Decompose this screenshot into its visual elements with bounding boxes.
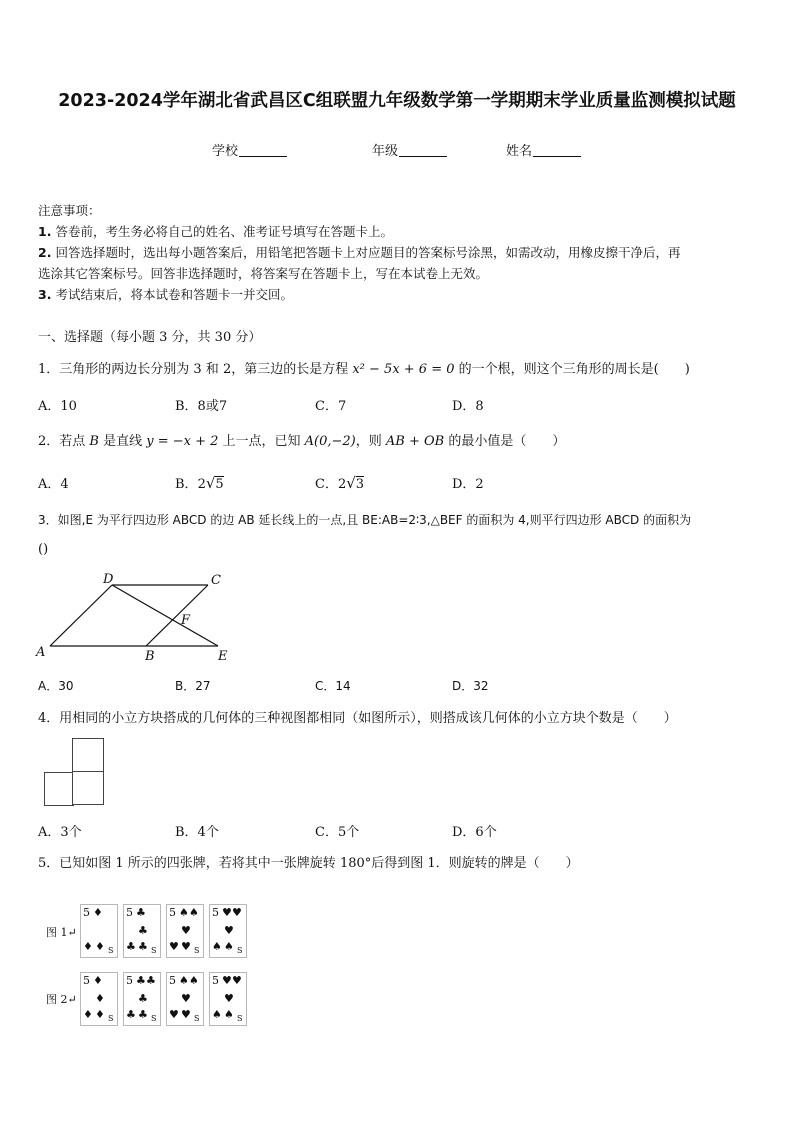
note-3: 考试结束后，将本试卷和答题卡一并交回。 [55,287,293,302]
grade-label: 年级 [372,144,399,159]
q4-option-b: B．4个 [175,825,219,840]
q2-option-c: C．2√3 [315,474,365,492]
q2-line-equation: y = −x + 2 [146,434,219,449]
fig2-card-diamond: 5 ♦ ♦ ♦ ♦ S [80,972,118,1026]
q2-option-a: A．4 [38,477,69,492]
vertex-label-d: D [103,572,114,587]
q1-option-a: A．10 [38,399,77,414]
q1-equation: x² − 5x + 6 = 0 [352,362,455,377]
q1-option-b: B．8或7 [175,399,228,414]
q2-option-b: B．2√5 [175,474,224,492]
heart-icon: ♥ [222,906,232,919]
question-1 [38,358,690,377]
q3-option-a: A．30 [38,679,74,693]
segment-de [112,585,218,646]
fig1-card-diamond: 5 ♦ ♦ ♦ S [80,904,118,958]
q2-expression: AB + OB [385,434,445,449]
club-icon: ♣ [136,906,146,919]
note-1-number: 1. [38,224,52,239]
q3-option-d: D．32 [452,679,489,693]
note-3-number: 3. [38,287,52,302]
q2-option-b-radicand: 5 [215,477,224,492]
figure-1-label: 图 1↵ [46,926,77,939]
parallelogram-figure [30,568,240,664]
q1-option-d: D．8 [452,399,484,414]
fig2-card-heart: 5 ♥ ♥ ♥ ♠ ♠ S [209,972,247,1026]
note-2-number: 2. [38,245,52,260]
q1-text-pre: 1．三角形的两边长分别为 3 和 2，第三边的长是方程 [38,362,353,377]
note-2-line-1: 回答选择题时，选出每小题答案后，用铅笔把答题卡上对应题目的答案标号涂黑，如需改动，用橡皮擦干净后，再 [55,245,681,260]
cube-bottom-right [72,772,104,805]
spade-icon: ♠ [179,906,189,919]
q2-text-pre: 2．若点 [38,434,90,449]
notes-heading: 注意事项： [38,203,101,218]
vertex-label-c: C [211,573,221,588]
q2-option-b-label: B． [175,477,198,492]
school-field [212,140,287,159]
point-label-f: F [181,613,191,628]
question-5: 5．已知如图 1 所示的四张牌，若将其中一张牌旋转 180°后得到图 1．则旋转的牌是（ ） [38,856,579,871]
q2-option-d: D．2 [452,477,484,492]
q3-option-c: C．14 [315,679,351,693]
q2-text-mid2: 上一点，已知 [218,434,305,449]
grade-blank [399,144,447,157]
q2-text-mid1: 是直线 [98,434,147,449]
q4-option-c: C．5个 [315,825,360,840]
fig1-card-spade: 5 ♠ ♠ ♥ ♥ ♥ S [166,904,204,958]
note-2-line-2: 选涂其它答案标号。回答非选择题时，将答案写在答题卡上，写在本试卷上无效。 [38,266,489,281]
edge-ad [50,585,112,646]
vertex-label-e: E [218,649,228,664]
fig2-card-club: 5 ♣ ♣ ♣ ♣ ♣ S [123,972,161,1026]
q4-option-a: A．3个 [38,825,82,840]
q2-option-b-coef: 2 [197,477,206,492]
q2-text-mid3: ，则 [355,434,386,449]
cube-top [72,738,104,772]
q3-option-b: B．27 [175,679,211,693]
name-blank [533,144,581,157]
q2-option-c-label: C． [315,477,338,492]
q1-option-c: C．7 [315,399,347,414]
question-4: 4．用相同的小立方块搭成的几何体的三种视图都相同（如图所示），则搭成该几何体的小立方块个数是（ ） [38,711,677,726]
school-blank [239,144,287,157]
fig1-card-club: 5 ♣ ♣ ♣ ♣ S [123,904,161,958]
q2-option-c-coef: 2 [337,477,347,492]
name-label: 姓名 [506,144,533,159]
question-2 [38,430,565,449]
fig2-card-spade: 5 ♠ ♠ ♥ ♥ ♥ S [166,972,204,1026]
note-1: 答卷前，考生务必将自己的姓名、准考证号填写在答题卡上。 [55,224,393,239]
vertex-label-b: B [145,649,155,664]
q2-text-post: 的最小值是（ ） [444,434,566,449]
edge-cb [146,585,208,646]
q2-option-c-radicand: 3 [355,477,365,492]
q2-point-b: B [89,434,99,449]
section-heading: 一、选择题（每小题 3 分，共 30 分） [38,330,262,345]
fig1-card-heart: 5 ♥ ♥ ♥ ♠ ♠ S [209,904,247,958]
grade-field [372,140,447,159]
page-title: 2023-2024学年湖北省武昌区C组联盟九年级数学第一学期期末学业质量监测模拟试题 [58,91,736,111]
question-3-line-1: 3．如图,E 为平行四边形 ABCD 的边 AB 延长线上的一点,且 BE:AB=2∶3,△BEF 的面积为 4,则平行四边形 ABCD 的面积为 [38,513,692,527]
vertex-label-a: A [36,645,46,660]
figure-2-label: 图 2↵ [46,993,77,1006]
q4-option-d: D．6个 [452,825,497,840]
notes-block [38,200,758,305]
q1-text-post: 的一个根，则这个三角形的周长是( ) [454,362,690,377]
name-field [506,140,581,159]
school-label: 学校 [212,144,239,159]
cube-views-figure [44,738,106,806]
cube-bottom-left [44,772,74,806]
q2-point-a: A(0,−2) [304,434,356,449]
question-3-line-2: () [38,542,49,557]
diamond-icon: ♦ [93,906,103,919]
